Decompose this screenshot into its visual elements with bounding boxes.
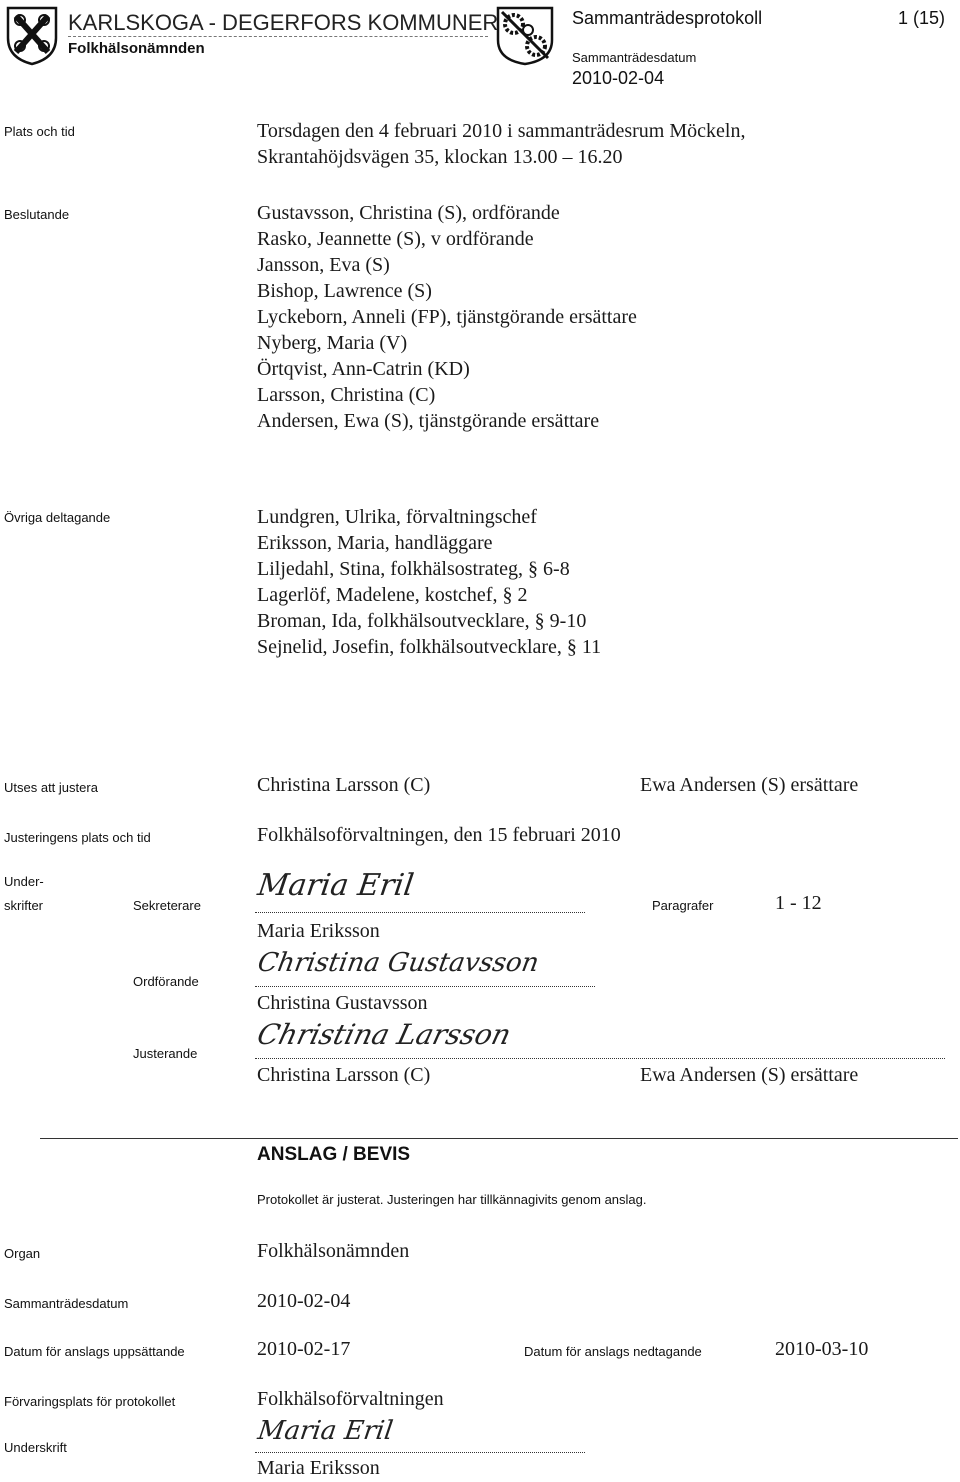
meeting-date: 2010-02-04 [572, 68, 665, 88]
others-list [257, 504, 601, 660]
page-number: 1 (15) [898, 8, 946, 28]
secretary-label: Sekreterare [133, 898, 201, 913]
list-item: Rasko, Jeannette (S), v ordförande [257, 228, 534, 250]
signatures-label-2: skrifter [4, 898, 43, 913]
storage-value: Folkhälsoförvaltningen [257, 1388, 444, 1410]
posted-value: 2010-02-17 [257, 1338, 351, 1360]
adjust-place-label: Justeringens plats och tid [4, 830, 151, 845]
signatures-label-1: Under- [4, 874, 44, 889]
organ-value: Folkhälsonämnden [257, 1240, 410, 1262]
meeting-date-label: Sammanträdesdatum [572, 50, 697, 65]
adjuster-signature: Christina Larsson [253, 1018, 515, 1051]
list-item: Lundgren, Ulrika, förvaltningschef [257, 506, 537, 528]
list-item: Broman, Ida, folkhälsoutvecklare, § 9-10 [257, 610, 587, 632]
municipality-logo [4, 4, 60, 66]
list-item: Andersen, Ewa (S), tjänstgörande ersättare [257, 410, 600, 432]
notice-text: Protokollet är justerat. Justeringen har tillkännagivits genom anslag. [257, 1192, 647, 1207]
adjust-place: Folkhälsoförvaltningen, den 15 februari 2010 [257, 824, 621, 846]
document-type: Sammanträdesprotokoll [572, 8, 763, 28]
committee-name: Folkhälsonämnden [68, 40, 205, 57]
notice-signature-line [255, 1452, 585, 1453]
list-item: Lyckeborn, Anneli (FP), tjänstgörande ersättare [257, 306, 637, 328]
place-line-1: Torsdagen den 4 februari 2010 i sammanträdesrum Möckeln, [257, 120, 746, 142]
notice-date-value: 2010-02-04 [257, 1290, 351, 1312]
chair-label: Ordförande [133, 974, 199, 989]
list-item: Örtqvist, Ann-Catrin (KD) [257, 358, 470, 380]
removed-value: 2010-03-10 [775, 1338, 869, 1360]
municipality-name: KARLSKOGA - DEGERFORS KOMMUNER [68, 10, 499, 35]
notice-divider [40, 1138, 958, 1139]
list-item: Sejnelid, Josefin, folkhälsoutvecklare, § 11 [257, 636, 602, 658]
notice-signature: Maria Eril [255, 1416, 395, 1446]
adjuster-name-1: Christina Larsson (C) [257, 1064, 431, 1086]
deciding-list [257, 200, 637, 434]
header-rule [68, 36, 488, 37]
notice-date-label: Sammanträdesdatum [4, 1296, 129, 1311]
place-label: Plats och tid [4, 124, 75, 139]
secretary-signature-line [255, 912, 585, 913]
others-label: Övriga deltagande [4, 510, 111, 525]
secretary-name: Maria Eriksson [257, 920, 380, 942]
paragraphs-label: Paragrafer [652, 898, 714, 913]
list-item: Eriksson, Maria, handläggare [257, 532, 493, 554]
list-item: Jansson, Eva (S) [257, 254, 390, 276]
adjuster-name-2: Ewa Andersen (S) ersättare [640, 1064, 859, 1086]
adjuster-2: Ewa Andersen (S) ersättare [640, 774, 859, 796]
deciding-label: Beslutande [4, 207, 70, 222]
adjuster-sign-label: Justerande [133, 1046, 198, 1061]
removed-label: Datum för anslags nedtagande [524, 1344, 702, 1359]
list-item: Nyberg, Maria (V) [257, 332, 408, 354]
paragraphs-range: 1 - 12 [775, 892, 822, 914]
notice-title: ANSLAG / BEVIS [257, 1144, 411, 1165]
adjuster-signature-line [255, 1058, 945, 1059]
adjusters-label: Utses att justera [4, 780, 98, 795]
adjuster-1: Christina Larsson (C) [257, 774, 431, 796]
list-item: Larsson, Christina (C) [257, 384, 436, 406]
storage-label: Förvaringsplats för protokollet [4, 1394, 176, 1409]
notice-sign-name: Maria Eriksson [257, 1457, 380, 1479]
list-item: Lagerlöf, Madelene, kostchef, § 2 [257, 584, 528, 606]
chair-signature-line [255, 986, 595, 987]
emblem-logo [494, 4, 556, 66]
list-item: Bishop, Lawrence (S) [257, 280, 432, 302]
chair-signature: Christina Gustavsson [255, 948, 542, 978]
underskrift-label: Underskrift [4, 1440, 67, 1455]
chair-name: Christina Gustavsson [257, 992, 428, 1014]
list-item: Gustavsson, Christina (S), ordförande [257, 202, 560, 224]
posted-label: Datum för anslags uppsättande [4, 1344, 185, 1359]
secretary-signature: Maria Eril [255, 868, 416, 903]
place-line-2: Skrantahöjdsvägen 35, klockan 13.00 – 16.20 [257, 146, 623, 168]
organ-label: Organ [4, 1246, 41, 1261]
list-item: Liljedahl, Stina, folkhälsostrateg, § 6-8 [257, 558, 570, 580]
